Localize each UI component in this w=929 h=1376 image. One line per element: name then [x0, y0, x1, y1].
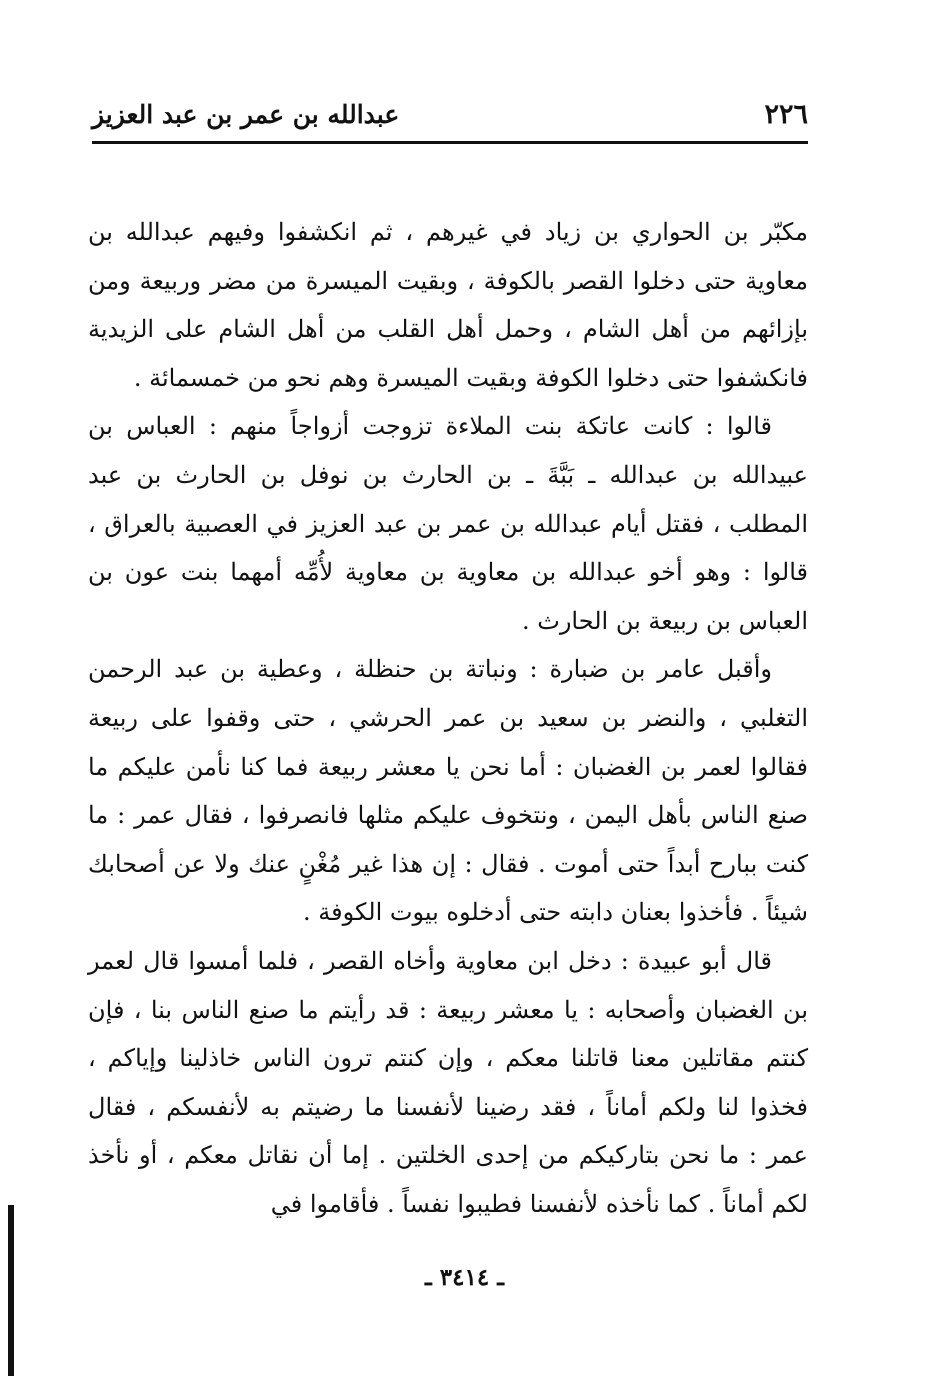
paragraph-3: وأقبل عامر بن ضبارة : ونباتة بن حنظلة ، وعطية بن عبد الرحمن التغلبي ، والنضر بن سعيد بن عمر الحرشي ، حتى وقفوا على ربيعة فقالوا لعمر بن الغضبان : أما نحن يا معشر ربيعة فما كنا نأمن عليكم ما صنع الناس بأهل اليمن ، ونتخوف عليكم مثلها فانصرفوا ، فقال عمر : ما كنت ببارح أبداً حتى أموت . فقال : إن هذا غير مُغْنٍ عنك ولا عن أصحابك شيئاً . فأخذوا بعنان دابته حتى أدخلوه بيوت الكوفة .	[88, 655, 808, 927]
body-text	[88, 208, 808, 1228]
footer-page-number: ـ ٣٤١٤ ـ	[425, 1264, 504, 1291]
page-header	[92, 92, 808, 142]
paragraph-4: قال أبو عبيدة : دخل ابن معاوية وأخاه القصر ، فلما أمسوا قال لعمر بن الغضبان وأصحابه : يا معشر ربيعة : قد رأيتم ما صنع الناس بنا ، فإن كنتم مقاتلين معنا قاتلنا معكم ، وإن كنتم ترون الناس خاذلينا وإياكم ، فخذوا لنا ولكم أماناً ، فقد رضينا لأنفسنا ما رضيتم به لأنفسكم ، فقال عمر : ما نحن بتاركيكم من إحدى الخلتين . إما أن نقاتل معكم ، أو نأخذ لكم أماناً . كما نأخذه لأنفسنا فطيبوا نفساً . فأقاموا في	[88, 946, 808, 1218]
running-title: عبدالله بن عمر بن عبد العزيز	[92, 100, 400, 129]
binding-shadow	[8, 1205, 14, 1376]
header-divider	[92, 141, 808, 144]
header-page-number: ٢٢٦	[764, 99, 808, 130]
paragraph-1: مكبّر بن الحواري بن زياد في غيرهم ، ثم انكشفوا وفيهم عبدالله بن معاوية حتى دخلوا القصر بالكوفة ، وبقيت الميسرة من مضر وربيعة ومن بإزائهم من أهل الشام ، وحمل أهل القلب من أهل الشام على الزيدية فانكشفوا حتى دخلوا الكوفة وبقيت الميسرة وهم نحو من خمسمائة .	[88, 218, 808, 392]
paragraph-2: قالوا : كانت عاتكة بنت الملاءة تزوجت أزواجاً منهم : العباس بن عبيدالله بن عبدالله ـ بَبَّةَ ـ بن الحارث بن نوفل بن الحارث بن عبد المطلب ، فقتل أيام عبدالله بن عمر بن عبد العزيز في العصبية بالعراق ، قالوا : وهو أخو عبدالله بن معاوية بن معاوية لأُمِّه أمهما بنت عون بن العباس بن ربيعة بن الحارث .	[88, 412, 808, 635]
